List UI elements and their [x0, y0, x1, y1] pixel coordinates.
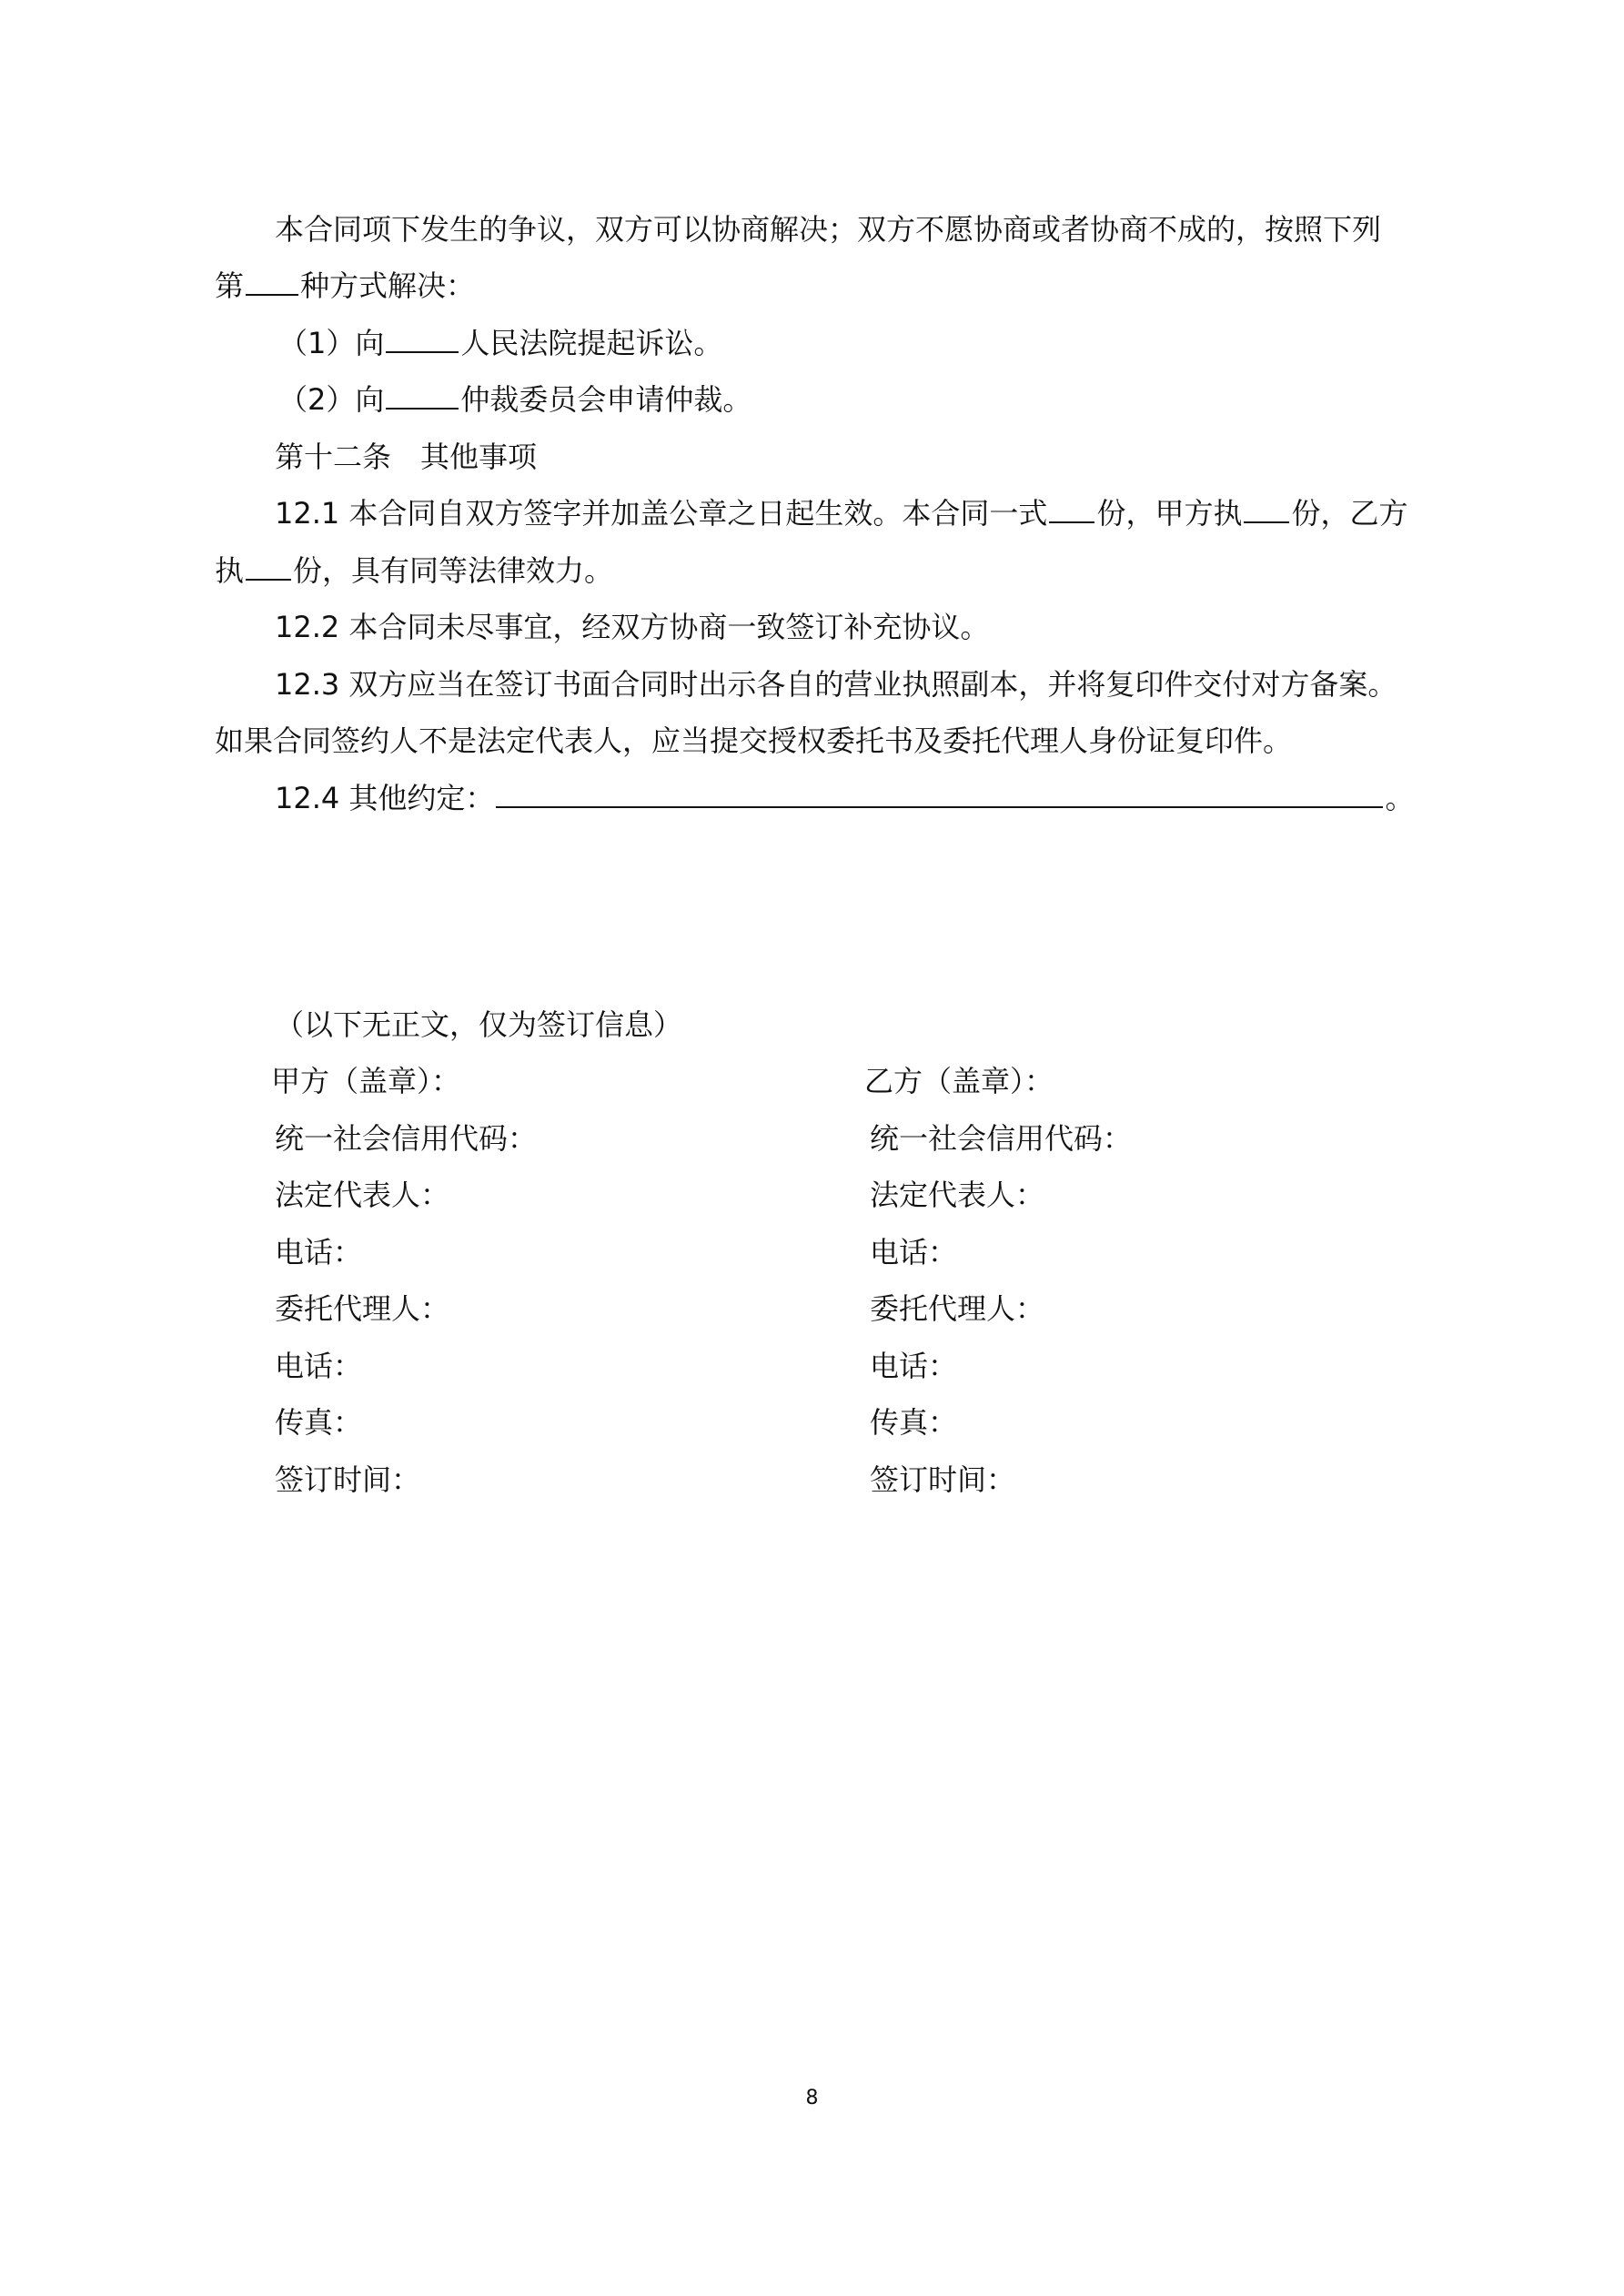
page-number: 8 [805, 2087, 819, 2109]
item-12-1-text-e: 份，具有同等法律效力。 [293, 553, 614, 588]
item-12-1-text-d: 执 [215, 553, 245, 588]
party-b-phone: 电话： [870, 1234, 958, 1269]
party-b-legal-rep: 法定代表人： [870, 1178, 1045, 1212]
party-a-signature-block [271, 1063, 537, 1518]
party-a-sign-date: 签订时间： [275, 1462, 421, 1497]
dispute-intro-line-2 [215, 268, 475, 304]
party-a-phone: 电话： [275, 1234, 363, 1269]
copies-party-a-blank [1244, 496, 1289, 523]
dispute-intro-text: 本合同项下发生的争议，双方可以协商解决；双方不愿协商或者协商不成的，按照下列 [275, 212, 1382, 247]
item-12-1-text-c: 份，乙方 [1291, 496, 1408, 531]
article-12-2: 12.2 本合同未尽事宜，经双方协商一致签订补充协议。 [275, 610, 990, 644]
article-12-3-line-2: 如果合同签约人不是法定代表人，应当提交授权委托书及委托代理人身份证复印件。 [215, 723, 1293, 758]
party-b-credit-code: 统一社会信用代码： [870, 1120, 1133, 1156]
dispute-option-arbitration [278, 381, 751, 418]
party-a-legal-rep: 法定代表人： [275, 1178, 450, 1212]
article-12-4 [275, 780, 1414, 816]
signature-note: （以下无正文，仅为签订信息） [275, 1007, 683, 1042]
item-12-1-text-b: 份，甲方执 [1096, 496, 1243, 531]
party-b-agent-phone: 电话： [870, 1348, 958, 1383]
party-b-title: 乙方（盖章）： [864, 1064, 1054, 1098]
party-b-sign-date: 签订时间： [870, 1462, 1016, 1497]
other-terms-blank [496, 781, 1383, 808]
article-12-heading: 第十二条 其他事项 [275, 440, 538, 474]
article-12-3-line-1: 12.3 双方应当在签订书面合同时出示各自的营业执照副本，并将复印件交付对方备案。 [275, 667, 1397, 702]
party-a-credit-code: 统一社会信用代码： [275, 1120, 538, 1156]
court-name-blank [386, 326, 459, 353]
party-b-agent: 委托代理人： [870, 1291, 1045, 1326]
option-arbitration-suffix: 仲裁委员会申请仲裁。 [460, 382, 752, 417]
copies-party-b-blank [246, 553, 291, 581]
party-a-agent: 委托代理人： [275, 1291, 450, 1326]
dispute-method-suffix: 种方式解决： [300, 268, 476, 303]
party-a-agent-phone: 电话： [275, 1348, 363, 1383]
article-12-1-line-2 [215, 552, 613, 589]
item-12-4-suffix: 。 [1385, 781, 1415, 815]
option-arbitration-prefix: （2）向 [278, 382, 385, 417]
item-12-4-prefix: 12.4 其他约定： [275, 781, 495, 815]
dispute-intro-line-1 [275, 211, 1381, 248]
copies-total-blank [1049, 496, 1094, 523]
party-b-fax: 传真： [870, 1405, 958, 1440]
arbitration-name-blank [386, 382, 459, 410]
party-a-title: 甲方（盖章）： [271, 1064, 461, 1098]
option-litigation-suffix: 人民法院提起诉讼。 [460, 326, 723, 360]
option-litigation-prefix: （1）向 [278, 326, 385, 360]
party-b-signature-block [864, 1063, 1132, 1518]
dispute-method-prefix: 第 [215, 268, 245, 303]
party-a-fax: 传真： [275, 1405, 363, 1440]
article-12-1-line-1 [275, 495, 1407, 531]
dispute-option-litigation [278, 325, 722, 361]
item-12-1-text-a: 12.1 本合同自双方签字并加盖公章之日起生效。本合同一式 [275, 496, 1048, 531]
dispute-method-blank [246, 268, 298, 296]
